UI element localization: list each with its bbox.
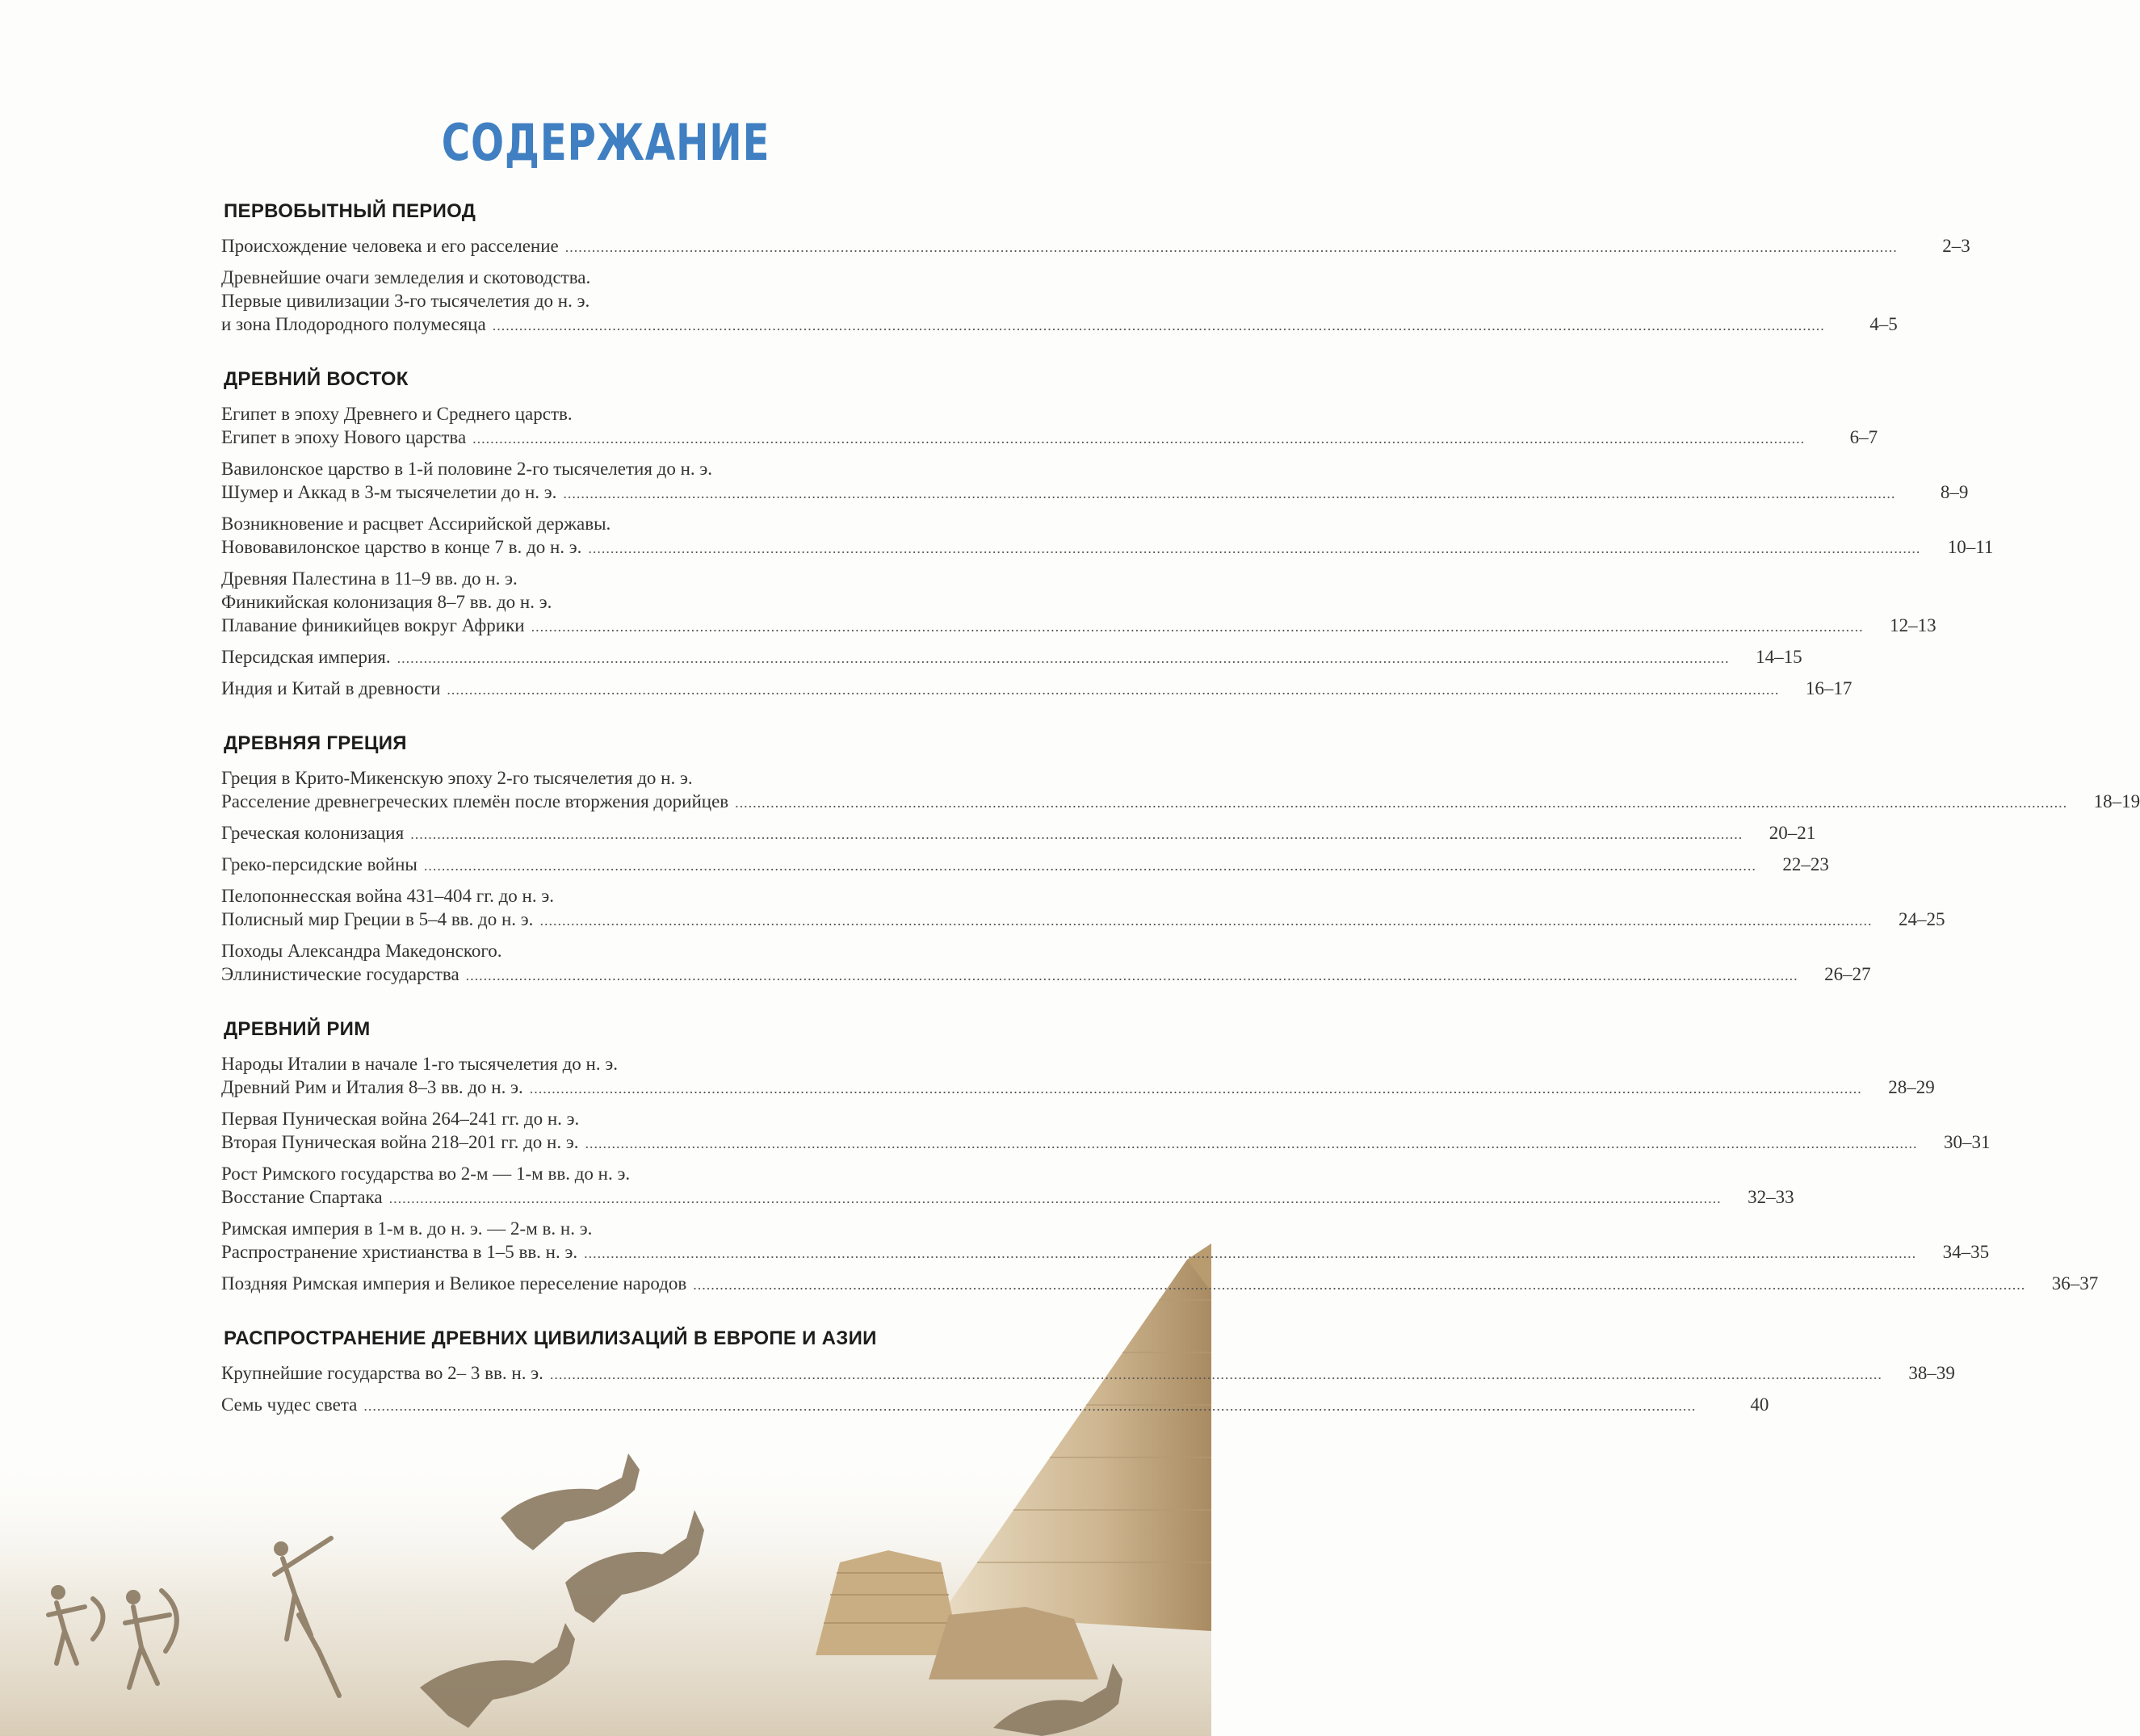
toc-entry-line bbox=[221, 234, 1970, 259]
section-title: РАСПРОСТРАНЕНИЕ ДРЕВНИХ ЦИВИЛИЗАЦИЙ В ЕВРОПЕ И АЗИИ bbox=[224, 1327, 877, 1349]
entry-title-text: Пелопоннесская война 431–404 гг. до н. э. bbox=[221, 886, 554, 906]
entry-title-text: Полисный мир Греции в 5–4 вв. до н. э. bbox=[221, 909, 534, 929]
toc-entry[interactable] bbox=[221, 567, 1936, 639]
toc-section bbox=[221, 200, 1970, 338]
toc-entry-line bbox=[221, 677, 1853, 702]
toc-entry[interactable] bbox=[221, 1107, 1991, 1155]
toc-entry[interactable] bbox=[221, 1052, 1935, 1101]
page-number: 34–35 bbox=[1942, 1242, 1990, 1262]
dot-leader: ............................................................................................................................................................................................................................................................................................................ bbox=[363, 1398, 1697, 1414]
dot-leader: ............................................................................................................................................................................................................................................................................................................ bbox=[397, 650, 1730, 666]
toc-entry-line bbox=[221, 790, 2140, 815]
entry-title-text: Римская империя в 1-м в. до н. э. — 2-м в. н. э. bbox=[221, 1218, 593, 1239]
page-number: 2–3 bbox=[1942, 236, 1970, 256]
dot-leader: ............................................................................................................................................................................................................................................................................................................ bbox=[588, 540, 1921, 556]
entry-title-text: Народы Италии в начале 1-го тысячелетия до н. э. bbox=[221, 1054, 618, 1074]
entry-title-text: Нововавилонское царство в конце 7 в. до н. э. bbox=[221, 537, 582, 557]
toc-entry-line bbox=[221, 1107, 1026, 1130]
entry-title-text: Египет в эпоху Древнего и Среднего царств. bbox=[221, 404, 573, 424]
toc-entry-line bbox=[221, 266, 1026, 289]
entry-title-text: Возникновение и расцвет Ассирийской державы. bbox=[221, 514, 611, 534]
section-title: ДРЕВНЯЯ ГРЕЦИЯ bbox=[224, 732, 407, 754]
toc-entry-line bbox=[221, 567, 1026, 590]
dot-leader: ............................................................................................................................................................................................................................................................................................................ bbox=[423, 858, 1756, 874]
toc-entry-line bbox=[221, 853, 1829, 878]
toc-entry[interactable] bbox=[221, 1272, 2099, 1297]
toc-entry[interactable] bbox=[221, 821, 1816, 846]
toc-entry-line bbox=[221, 884, 1026, 908]
entry-title-text: Первые цивилизации 3-го тысячелетия до н. э. bbox=[221, 291, 590, 311]
toc-entry-line bbox=[221, 1217, 1026, 1240]
entry-title-text: Вавилонское царство в 1-й половине 2-го тысячелетия до н. э. bbox=[221, 459, 713, 479]
entry-title-text: Рост Римского государства во 2-м — 1-м вв. до н. э. bbox=[221, 1164, 631, 1184]
page-number: 28–29 bbox=[1888, 1077, 1935, 1097]
dot-leader: ............................................................................................................................................................................................................................................................................................................ bbox=[492, 317, 1825, 333]
toc-entry-line bbox=[221, 402, 1026, 426]
entry-title-text: Расселение древнегреческих племён после вторжения дорийцев bbox=[221, 791, 729, 811]
page-number: 18–19 bbox=[2093, 791, 2140, 811]
toc-entry[interactable] bbox=[221, 939, 1871, 988]
toc-section bbox=[221, 732, 2140, 988]
toc-entry-line bbox=[221, 1130, 1991, 1155]
page-number: 38–39 bbox=[1908, 1363, 1955, 1383]
dot-leader: ............................................................................................................................................................................................................................................................................................................ bbox=[584, 1245, 1917, 1261]
entry-title-text: Индия и Китай в древности bbox=[221, 678, 441, 698]
entry-title-text: Крупнейшие государства во 2– 3 вв. н. э. bbox=[221, 1363, 543, 1383]
entry-title-text: Древнейшие очаги земледелия и скотоводства. bbox=[221, 267, 591, 287]
entry-title-text: Происхождение человека и его расселение bbox=[221, 236, 559, 256]
entry-title-text: Первая Пуническая война 264–241 гг. до н. э. bbox=[221, 1109, 580, 1129]
page-number: 40 bbox=[1750, 1394, 1769, 1415]
toc-entry-line bbox=[221, 590, 1026, 614]
toc-entry-line bbox=[221, 426, 1878, 451]
page-number: 14–15 bbox=[1756, 647, 1802, 667]
toc-entry-line bbox=[221, 1361, 1955, 1386]
entry-title-text: Древняя Палестина в 11–9 вв. до н. э. bbox=[221, 568, 518, 589]
entry-title-text: Поздняя Римская империя и Великое переселение народов bbox=[221, 1273, 687, 1294]
toc-entry-line bbox=[221, 1052, 1026, 1076]
toc-entry-line bbox=[221, 457, 1026, 480]
toc-entry-line bbox=[221, 645, 1802, 670]
toc-entry[interactable] bbox=[221, 1162, 1794, 1210]
dot-leader: ............................................................................................................................................................................................................................................................................................................ bbox=[410, 826, 1743, 842]
page-number: 12–13 bbox=[1890, 615, 1936, 635]
entry-title-text: Египет в эпоху Нового царства bbox=[221, 427, 467, 447]
toc-entry[interactable] bbox=[221, 853, 1829, 878]
toc-entry-line bbox=[221, 1185, 1794, 1210]
entry-title-text: Вторая Пуническая война 218–201 гг. до н. э. bbox=[221, 1132, 579, 1152]
toc-entry-line bbox=[221, 1076, 1935, 1101]
dot-leader: ............................................................................................................................................................................................................................................................................................................ bbox=[531, 619, 1864, 635]
toc-entry-line bbox=[221, 312, 1898, 338]
toc-entry[interactable] bbox=[221, 1393, 1769, 1418]
toc-entry-line bbox=[221, 512, 1026, 535]
entry-title-text: Греция в Крито-Микенскую эпоху 2-го тысячелетия до н. э. bbox=[221, 768, 693, 788]
toc-entry-line bbox=[221, 821, 1816, 846]
page-number: 8–9 bbox=[1940, 482, 1969, 502]
toc-entry-line bbox=[221, 1162, 1026, 1185]
dot-leader: ............................................................................................................................................................................................................................................................................................................ bbox=[693, 1277, 2026, 1293]
toc-entry-line bbox=[221, 1393, 1769, 1418]
entry-title-text: Эллинистические государства bbox=[221, 964, 459, 984]
dot-leader: ............................................................................................................................................................................................................................................................................................................ bbox=[539, 912, 1873, 929]
page-number: 36–37 bbox=[2051, 1273, 2099, 1294]
page-number: 26–27 bbox=[1824, 964, 1871, 984]
entry-title-text: Походы Александра Македонского. bbox=[221, 941, 502, 961]
dot-leader: ............................................................................................................................................................................................................................................................................................................ bbox=[735, 795, 2068, 811]
entry-title-text: Греко-персидские войны bbox=[221, 854, 418, 874]
toc-entry[interactable] bbox=[221, 766, 2140, 815]
dot-leader: ............................................................................................................................................................................................................................................................................................................ bbox=[563, 485, 1896, 501]
toc-section bbox=[221, 1018, 2099, 1297]
toc-entry[interactable] bbox=[221, 234, 1970, 259]
toc-entry-line bbox=[221, 908, 1945, 933]
page-number: 24–25 bbox=[1898, 909, 1945, 929]
dot-leader: ............................................................................................................................................................................................................................................................................................................ bbox=[564, 239, 1898, 255]
toc-section bbox=[221, 368, 1994, 702]
section-title: ДРЕВНИЙ ВОСТОК bbox=[224, 368, 409, 390]
entry-title-text: и зона Плодородного полумесяца bbox=[221, 314, 486, 334]
page-number: 20–21 bbox=[1769, 823, 1816, 843]
entry-title-text: Семь чудес света bbox=[221, 1394, 358, 1415]
page-number: 10–11 bbox=[1947, 537, 1994, 557]
toc-entry[interactable] bbox=[221, 884, 1945, 933]
dot-leader: ............................................................................................................................................................................................................................................................................................................ bbox=[465, 967, 1798, 983]
toc-entry-line bbox=[221, 1272, 2099, 1297]
toc-entry-line bbox=[221, 535, 1994, 560]
dot-leader: ............................................................................................................................................................................................................................................................................................................ bbox=[585, 1135, 1918, 1151]
toc-entry[interactable] bbox=[221, 266, 1898, 338]
entry-title-text: Греческая колонизация bbox=[221, 823, 405, 843]
page-number: 16–17 bbox=[1805, 678, 1853, 698]
entry-title-text: Распространение христианства в 1–5 вв. н. э. bbox=[221, 1242, 578, 1262]
toc-entry-line bbox=[221, 766, 1026, 790]
page-number: 4–5 bbox=[1869, 314, 1898, 334]
page-number: 32–33 bbox=[1748, 1187, 1794, 1207]
dot-leader: ............................................................................................................................................................................................................................................................................................................ bbox=[529, 1080, 1862, 1097]
toc-entry-line bbox=[221, 939, 1026, 962]
toc-entry[interactable] bbox=[221, 402, 1878, 451]
page-number: 22–23 bbox=[1782, 854, 1829, 874]
toc-entry[interactable] bbox=[221, 512, 1994, 560]
toc-entry[interactable] bbox=[221, 1217, 1990, 1265]
entry-title-text: Шумер и Аккад в 3-м тысячелетии до н. э. bbox=[221, 482, 557, 502]
section-title: ПЕРВОБЫТНЫЙ ПЕРИОД bbox=[224, 200, 476, 222]
table-of-contents bbox=[221, 200, 2140, 1449]
dot-leader: ............................................................................................................................................................................................................................................................................................................ bbox=[549, 1366, 1882, 1382]
entry-title-text: Древний Рим и Италия 8–3 вв. до н. э. bbox=[221, 1077, 523, 1097]
toc-entry-line bbox=[221, 614, 1936, 639]
section-title: ДРЕВНИЙ РИМ bbox=[224, 1018, 371, 1040]
toc-entry[interactable] bbox=[221, 645, 1802, 670]
toc-entry-line bbox=[221, 480, 1969, 505]
toc-entry-line bbox=[221, 289, 1026, 312]
toc-entry[interactable] bbox=[221, 1361, 1955, 1386]
page-number: 6–7 bbox=[1849, 427, 1878, 447]
toc-entry-line bbox=[221, 1240, 1990, 1265]
toc-entry[interactable] bbox=[221, 677, 1853, 702]
entry-title-text: Восстание Спартака bbox=[221, 1187, 383, 1207]
entry-title-text: Плавание финикийцев вокруг Африки bbox=[221, 615, 525, 635]
page-number: 30–31 bbox=[1943, 1132, 1991, 1152]
dot-leader: ............................................................................................................................................................................................................................................................................................................ bbox=[388, 1190, 1722, 1206]
dot-leader: ............................................................................................................................................................................................................................................................................................................ bbox=[447, 681, 1780, 698]
entry-title-text: Финикийская колонизация 8–7 вв. до н. э. bbox=[221, 592, 552, 612]
toc-entry-line bbox=[221, 962, 1871, 988]
toc-section bbox=[221, 1327, 1955, 1418]
toc-entry[interactable] bbox=[221, 457, 1969, 505]
dot-leader: ............................................................................................................................................................................................................................................................................................................ bbox=[472, 430, 1806, 447]
entry-title-text: Персидская империя. bbox=[221, 647, 391, 667]
page-title: СОДЕРЖАНИЕ bbox=[441, 113, 770, 172]
